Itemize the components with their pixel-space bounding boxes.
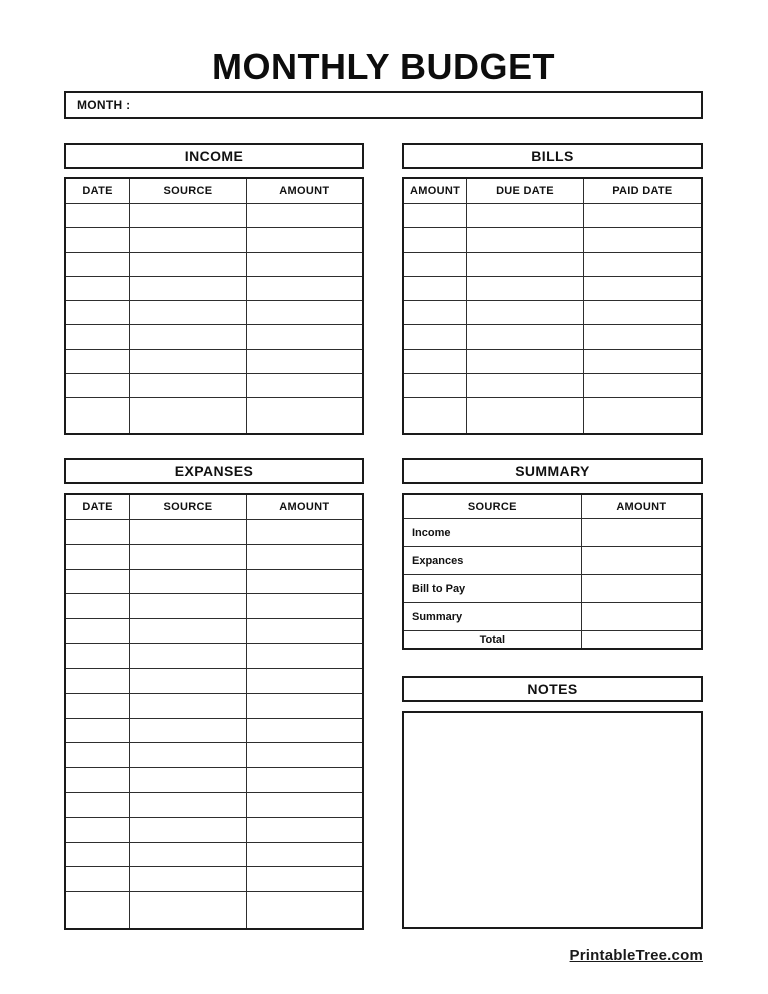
empty-cell <box>130 301 247 325</box>
empty-cell <box>130 325 247 349</box>
empty-cell <box>130 619 247 644</box>
empty-cell <box>246 668 363 693</box>
empty-cell <box>65 792 130 817</box>
empty-cell <box>130 252 247 276</box>
empty-cell <box>65 276 130 300</box>
notes-section-header <box>402 676 703 702</box>
table-row <box>65 693 363 718</box>
bills-table <box>402 177 703 435</box>
table-row <box>403 276 702 300</box>
bills-title: BILLS <box>531 148 574 164</box>
notes-area <box>402 711 703 929</box>
notes-title: NOTES <box>527 681 578 697</box>
income-header-row <box>65 178 363 204</box>
empty-cell <box>403 325 467 349</box>
table-row <box>403 301 702 325</box>
empty-cell <box>65 228 130 252</box>
empty-cell <box>583 398 702 435</box>
page-title: MONTHLY BUDGET <box>211 46 556 87</box>
empty-cell <box>130 520 247 545</box>
empty-cell <box>65 768 130 793</box>
empty-cell <box>65 373 130 397</box>
table-row <box>403 228 702 252</box>
column-header: SOURCE <box>130 494 247 520</box>
empty-cell <box>583 204 702 228</box>
empty-cell <box>65 743 130 768</box>
empty-cell <box>65 718 130 743</box>
table-row <box>403 252 702 276</box>
empty-cell <box>65 301 130 325</box>
empty-cell <box>246 544 363 569</box>
empty-cell <box>467 252 584 276</box>
summary-section-header <box>402 458 703 484</box>
column-header: DUE DATE <box>467 178 584 204</box>
summary-row-bills <box>403 575 702 603</box>
empty-cell <box>65 817 130 842</box>
column-header: SOURCE <box>403 494 581 519</box>
empty-cell <box>246 619 363 644</box>
empty-cell <box>403 398 467 435</box>
table-row <box>65 867 363 892</box>
empty-cell <box>130 398 247 435</box>
summary-row-income <box>403 519 702 547</box>
empty-cell <box>246 252 363 276</box>
income-title: INCOME <box>184 148 244 164</box>
column-header: PAID DATE <box>583 178 702 204</box>
summary-row-label: Summary <box>403 603 581 631</box>
table-row <box>65 276 363 300</box>
summary-row-amount <box>581 603 702 631</box>
summary-header-row <box>403 494 702 519</box>
bills-section-header <box>402 143 703 169</box>
summary-total-row <box>403 631 702 650</box>
right-column <box>402 143 703 929</box>
column-header: AMOUNT <box>246 178 363 204</box>
expenses-section-header <box>64 458 364 484</box>
empty-cell <box>246 325 363 349</box>
empty-cell <box>246 892 363 929</box>
empty-cell <box>130 204 247 228</box>
table-row <box>403 325 702 349</box>
empty-cell <box>246 594 363 619</box>
empty-cell <box>65 544 130 569</box>
empty-cell <box>130 569 247 594</box>
column-header: DATE <box>65 494 130 520</box>
table-row <box>403 373 702 397</box>
empty-cell <box>65 693 130 718</box>
empty-cell <box>467 373 584 397</box>
table-row <box>65 252 363 276</box>
empty-cell <box>403 373 467 397</box>
empty-cell <box>246 398 363 435</box>
empty-cell <box>65 842 130 867</box>
empty-cell <box>65 252 130 276</box>
empty-cell <box>246 718 363 743</box>
empty-cell <box>583 228 702 252</box>
table-row <box>65 520 363 545</box>
expenses-table <box>64 493 364 930</box>
summary-row-label: Income <box>403 519 581 547</box>
table-row <box>65 619 363 644</box>
empty-cell <box>583 276 702 300</box>
empty-cell <box>130 693 247 718</box>
table-row <box>65 768 363 793</box>
empty-cell <box>130 228 247 252</box>
empty-cell <box>65 204 130 228</box>
summary-row-expenses <box>403 547 702 575</box>
column-header: AMOUNT <box>403 178 467 204</box>
empty-cell <box>65 644 130 669</box>
empty-cell <box>583 373 702 397</box>
table-row <box>65 349 363 373</box>
empty-cell <box>246 569 363 594</box>
table-row <box>65 718 363 743</box>
table-row <box>65 668 363 693</box>
empty-cell <box>246 349 363 373</box>
empty-cell <box>130 743 247 768</box>
empty-cell <box>467 349 584 373</box>
empty-cell <box>130 644 247 669</box>
table-row <box>65 792 363 817</box>
summary-row-amount <box>581 519 702 547</box>
empty-cell <box>65 325 130 349</box>
table-row <box>65 892 363 929</box>
empty-cell <box>130 867 247 892</box>
printabletree-link[interactable]: PrintableTree.com <box>569 947 703 964</box>
empty-cell <box>403 276 467 300</box>
column-header: AMOUNT <box>581 494 702 519</box>
table-row <box>65 743 363 768</box>
empty-cell <box>130 349 247 373</box>
empty-cell <box>130 668 247 693</box>
empty-cell <box>65 398 130 435</box>
summary-row-label: Bill to Pay <box>403 575 581 603</box>
table-row <box>403 204 702 228</box>
empty-cell <box>403 349 467 373</box>
table-row <box>65 228 363 252</box>
empty-cell <box>130 373 247 397</box>
empty-cell <box>246 842 363 867</box>
empty-cell <box>246 276 363 300</box>
empty-cell <box>65 569 130 594</box>
summary-table <box>402 493 703 650</box>
table-row <box>65 842 363 867</box>
table-row <box>65 544 363 569</box>
empty-cell <box>467 204 584 228</box>
income-section-header <box>64 143 364 169</box>
empty-cell <box>246 743 363 768</box>
empty-cell <box>467 398 584 435</box>
empty-cell <box>403 252 467 276</box>
expenses-title: EXPANSES <box>174 463 254 479</box>
empty-cell <box>246 301 363 325</box>
empty-cell <box>246 644 363 669</box>
empty-cell <box>130 594 247 619</box>
table-row <box>65 817 363 842</box>
table-row <box>65 398 363 435</box>
empty-cell <box>403 301 467 325</box>
empty-cell <box>583 252 702 276</box>
empty-cell <box>403 204 467 228</box>
empty-cell <box>65 668 130 693</box>
empty-cell <box>65 349 130 373</box>
table-row <box>65 325 363 349</box>
income-table <box>64 177 364 435</box>
empty-cell <box>246 867 363 892</box>
summary-total-label: Total <box>403 631 581 650</box>
summary-title: SUMMARY <box>515 463 590 479</box>
empty-cell <box>246 817 363 842</box>
empty-cell <box>130 718 247 743</box>
summary-row-summary <box>403 603 702 631</box>
empty-cell <box>467 228 584 252</box>
empty-cell <box>65 520 130 545</box>
empty-cell <box>130 792 247 817</box>
empty-cell <box>583 325 702 349</box>
bills-header-row <box>403 178 702 204</box>
empty-cell <box>65 594 130 619</box>
empty-cell <box>65 867 130 892</box>
empty-cell <box>583 301 702 325</box>
table-row <box>65 204 363 228</box>
empty-cell <box>246 228 363 252</box>
month-label: MONTH : <box>77 98 131 112</box>
empty-cell <box>467 325 584 349</box>
table-row <box>403 398 702 435</box>
empty-cell <box>246 768 363 793</box>
expenses-header-row <box>65 494 363 520</box>
empty-cell <box>467 301 584 325</box>
month-field <box>64 91 703 119</box>
empty-cell <box>246 792 363 817</box>
table-row <box>403 349 702 373</box>
table-row <box>65 569 363 594</box>
summary-row-amount <box>581 575 702 603</box>
empty-cell <box>246 204 363 228</box>
summary-row-label: Expances <box>403 547 581 575</box>
table-row <box>65 644 363 669</box>
table-row <box>65 301 363 325</box>
column-header: DATE <box>65 178 130 204</box>
table-row <box>65 373 363 397</box>
column-header: SOURCE <box>130 178 247 204</box>
empty-cell <box>130 276 247 300</box>
table-row <box>65 594 363 619</box>
summary-row-amount <box>581 547 702 575</box>
empty-cell <box>65 619 130 644</box>
empty-cell <box>65 892 130 929</box>
empty-cell <box>130 892 247 929</box>
column-header: AMOUNT <box>246 494 363 520</box>
empty-cell <box>130 842 247 867</box>
empty-cell <box>246 373 363 397</box>
empty-cell <box>130 817 247 842</box>
left-column <box>64 143 364 930</box>
empty-cell <box>583 349 702 373</box>
empty-cell <box>467 276 584 300</box>
empty-cell <box>130 768 247 793</box>
empty-cell <box>403 228 467 252</box>
empty-cell <box>246 520 363 545</box>
empty-cell <box>246 693 363 718</box>
summary-total-amount <box>581 631 702 650</box>
empty-cell <box>130 544 247 569</box>
